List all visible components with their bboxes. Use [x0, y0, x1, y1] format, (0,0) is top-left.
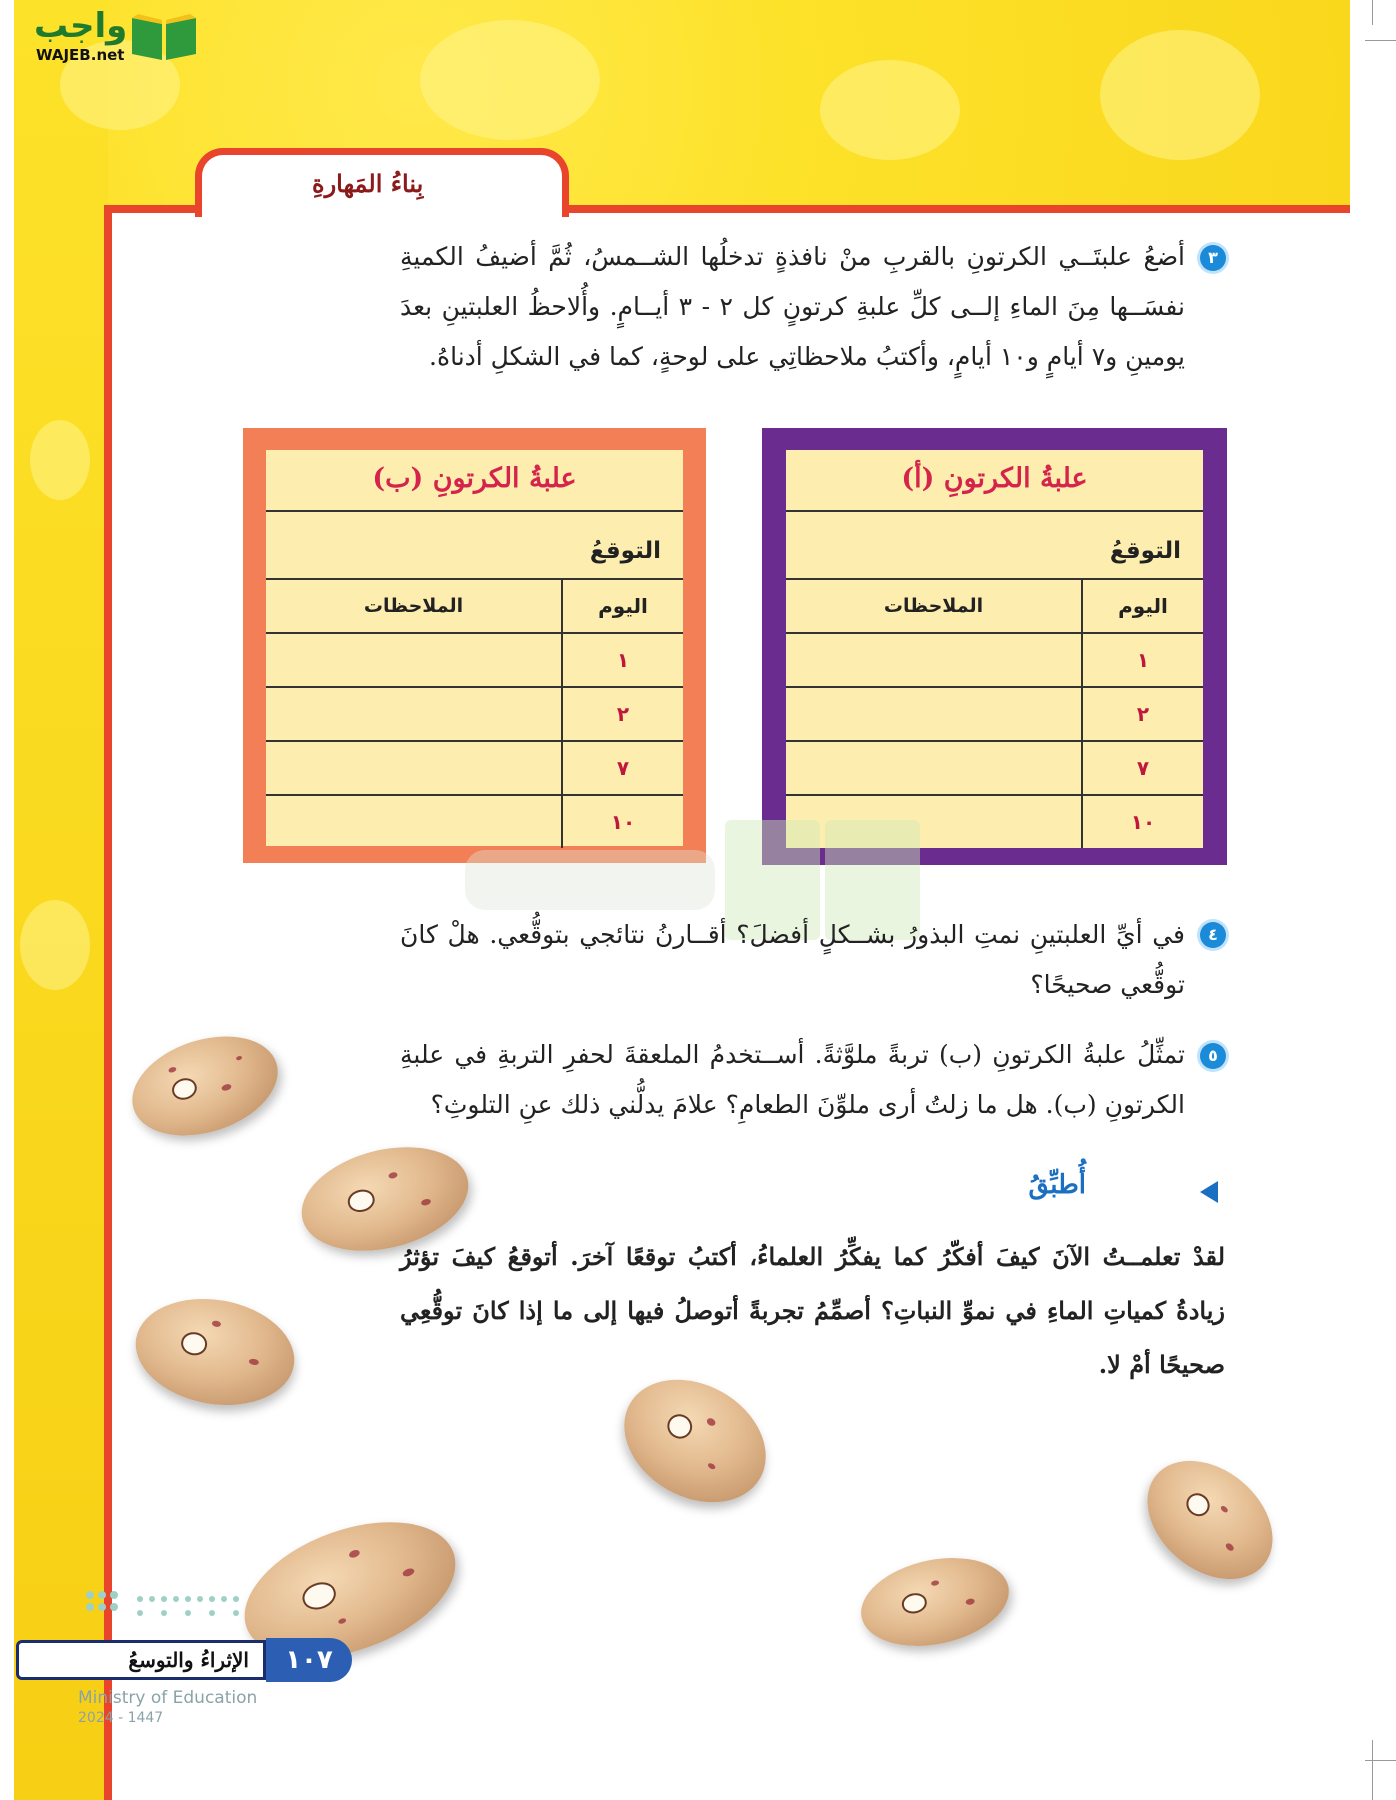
card-a-body: [786, 450, 1203, 848]
step-number-badge: ٤: [1200, 922, 1226, 948]
card-b-observation-cell[interactable]: [266, 634, 561, 686]
card-a-day-cell: ٧: [1081, 742, 1203, 794]
crop-mark: [1365, 40, 1396, 41]
card-b-col-day: اليوم: [561, 580, 683, 632]
footer-section-title: الإثراءُ والتوسعُ: [16, 1640, 266, 1680]
card-a-title: علبةُ الكرتونِ (أ): [786, 450, 1203, 512]
card-a-observation-cell[interactable]: [786, 634, 1081, 686]
card-a-row[interactable]: [786, 634, 1203, 688]
card-b-title: علبةُ الكرتونِ (ب): [266, 450, 683, 512]
decor-blob: [820, 60, 960, 160]
decor-blob: [20, 900, 90, 990]
step-4-text: في أيِّ العلبتينِ نمتِ البذورُ بشــكلٍ أفضلَ؟ أقــارنُ نتائجي بتوقُّعي. هلْ كانَ توقُّعي صحيحًا؟: [400, 920, 1185, 999]
card-b-prediction-row[interactable]: [266, 512, 683, 580]
card-a-day-cell: ١٠: [1081, 796, 1203, 848]
card-b-row[interactable]: [266, 688, 683, 742]
card-a-observation-cell[interactable]: [786, 796, 1081, 848]
card-a-prediction-label: التوقعُ: [1109, 538, 1181, 564]
card-a-prediction-row[interactable]: [786, 512, 1203, 580]
card-a-col-observations: الملاحظات: [883, 595, 984, 617]
card-a-row[interactable]: [786, 796, 1203, 848]
footer-bar: [16, 1640, 336, 1684]
card-b-row[interactable]: [266, 796, 683, 848]
card-b-day-cell: ١: [561, 634, 683, 686]
card-b-day-cell: ٧: [561, 742, 683, 794]
step-5-text: تمثِّلُ علبةُ الكرتونِ (ب) تربةً ملوَّثةً. أســتخدمُ الملعقةَ لحفرِ التربةِ في علبةِ الكرتونِ (ب). هل ما زلتُ أرى ملوِّنَ الطعامِ؟ علامَ يدلُّني ذلك عنِ التلوثِ؟: [400, 1040, 1185, 1119]
step-number-badge: ٣: [1200, 245, 1226, 271]
card-b-observation-cell[interactable]: [266, 796, 561, 848]
section-tab-label: بِناءُ المَهارةِ: [312, 169, 424, 198]
decor-blob: [30, 420, 90, 500]
card-b-row[interactable]: [266, 634, 683, 688]
section-tab: [195, 148, 569, 217]
ministry-logo-icon: [80, 1585, 250, 1637]
card-a-header-row: [786, 580, 1203, 634]
step-3-text: أضعُ علبتَــي الكرتونِ بالقربِ منْ نافذةٍ تدخلُها الشــمسُ، ثُمَّ أضيفُ الكميةِ نفسَــها مِنَ الماءِ إلــى كلِّ علبةِ كرتونٍ كل ٢ - ٣ أيــامٍ. وأُلاحظُ العلبتينِ بعدَ يومينِ و٧ أيامٍ و١٠ أيامٍ، وأكتبُ ملاحظاتِي على لوحةٍ، كما في الشكلِ أدناهُ.: [400, 242, 1186, 371]
card-b-observation-cell[interactable]: [266, 688, 561, 740]
card-box-b: [243, 428, 706, 863]
card-b-prediction-label: التوقعُ: [589, 538, 661, 564]
card-a-observation-cell[interactable]: [786, 688, 1081, 740]
book-icon: [128, 10, 200, 64]
logo-name: واجب: [34, 6, 128, 46]
page-number: ١٠٧: [266, 1638, 352, 1682]
card-b-observation-cell[interactable]: [266, 742, 561, 794]
card-b-day-cell: ١٠: [561, 796, 683, 848]
crop-mark: [1372, 1740, 1373, 1800]
card-b-body: [266, 450, 683, 846]
card-box-a: [762, 428, 1227, 865]
wajeb-logo[interactable]: [16, 4, 186, 64]
apply-text: لقدْ تعلمــتُ الآنَ كيفَ أفكّرُ كما يفكِّرُ العلماءُ، أكتبُ توقعًا آخرَ. أتوقعُ كيفَ تؤثرُ زيادةُ كمياتِ الماءِ في نموِّ النباتِ؟ أصمِّمُ تجربةً أتوصلُ فيها إلى ما إذا كانَ توقُّعِي صحيحًا أمْ لا.: [400, 1242, 1225, 1379]
card-b-header-row: [266, 580, 683, 634]
apply-heading: أُطبِّقُ: [1028, 1170, 1086, 1200]
card-b-row[interactable]: [266, 742, 683, 796]
step-number-badge: ٥: [1200, 1043, 1226, 1069]
card-a-col-day: اليوم: [1081, 580, 1203, 632]
crop-mark: [1365, 1760, 1396, 1761]
decor-blob: [1100, 30, 1260, 160]
card-a-observation-cell[interactable]: [786, 742, 1081, 794]
crop-mark: [1372, 0, 1373, 25]
decor-blob: [420, 20, 600, 140]
apply-arrow-icon: [1200, 1181, 1218, 1203]
card-b-col-observations: الملاحظات: [363, 595, 464, 617]
frame-left: [104, 205, 112, 1800]
card-a-day-cell: ٢: [1081, 688, 1203, 740]
card-a-row[interactable]: [786, 688, 1203, 742]
card-b-day-cell: ٢: [561, 688, 683, 740]
ministry-year: 2024 - 1447: [78, 1710, 164, 1726]
logo-site: WAJEB.net: [36, 46, 125, 64]
card-a-row[interactable]: [786, 742, 1203, 796]
ministry-name: Ministry of Education: [78, 1688, 258, 1708]
card-a-day-cell: ١: [1081, 634, 1203, 686]
